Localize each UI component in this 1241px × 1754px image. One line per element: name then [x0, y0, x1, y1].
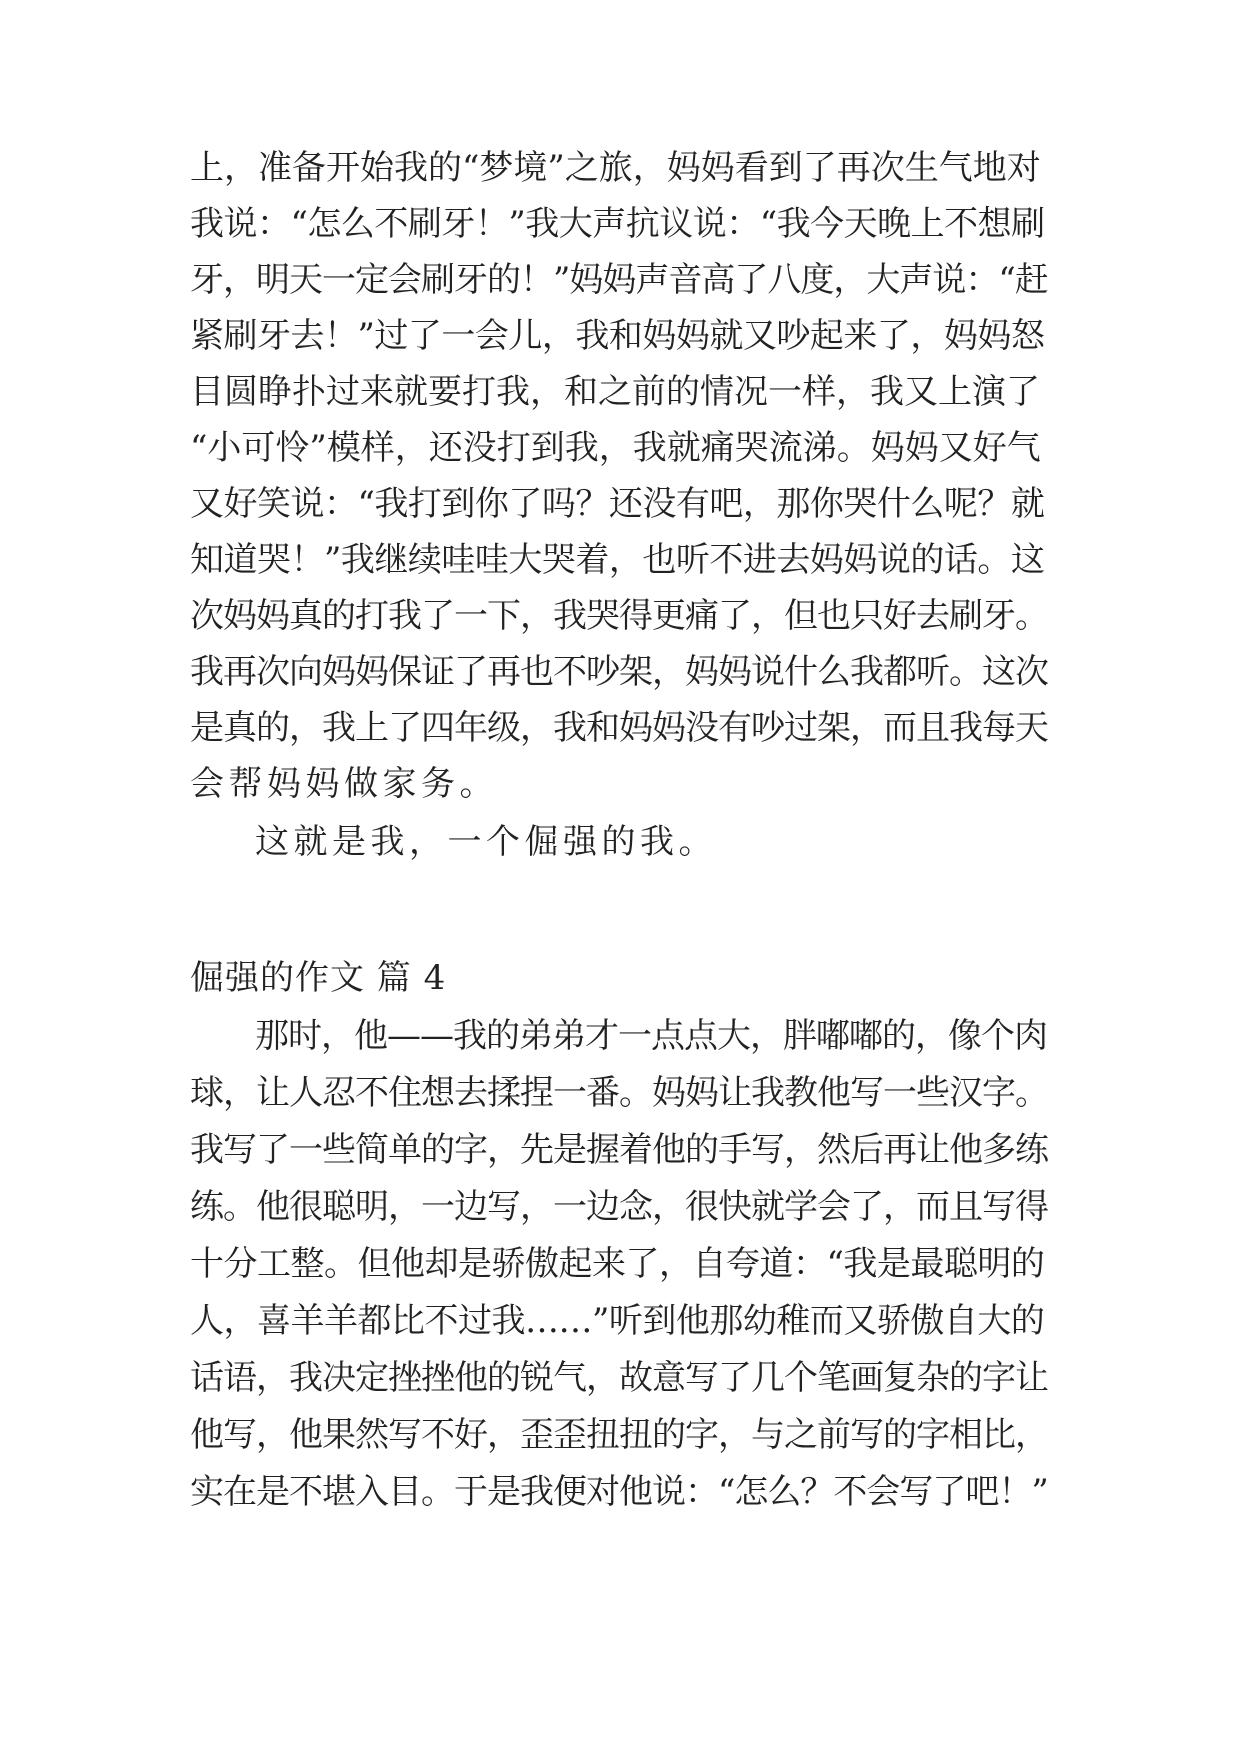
- paragraph-3-line: 球，让人忍不住想去揉捏一番。妈妈让我教他写一些汉字。: [190, 1073, 1048, 1113]
- paragraph-1-line: 牙，明天一定会刷牙的！”妈妈声音高了八度，大声说：“赶: [190, 260, 1048, 300]
- paragraph-3-line: 话语，我决定挫挫他的锐气，故意写了几个笔画复杂的字让: [190, 1358, 1048, 1398]
- paragraph-3-line: 实在是不堪入目。于是我便对他说：“怎么？不会写了吧！”: [190, 1472, 1048, 1512]
- paragraph-2: 这就是我，一个倔强的我。: [255, 822, 717, 862]
- paragraph-3-line: 那时，他——我的弟弟才一点点大，胖嘟嘟的，像个肉: [255, 1016, 1047, 1056]
- paragraph-1-line: “小可怜”模样，还没打到我，我就痛哭流涕。妈妈又好气: [190, 428, 1041, 468]
- paragraph-1-line: 我再次向妈妈保证了再也不吵架，妈妈说什么我都听。这次: [190, 652, 1048, 692]
- paragraph-3-line: 他写，他果然写不好，歪歪扭扭的字，与之前写的字相比，: [190, 1415, 1048, 1455]
- paragraph-1-line: 我说：“怎么不刷牙！”我大声抗议说：“我今天晚上不想刷: [190, 204, 1045, 244]
- paragraph-1-line: 知道哭！”我继续哇哇大哭着，也听不进去妈妈说的话。这: [190, 540, 1045, 580]
- paragraph-1-line: 紧刷牙去！”过了一会儿，我和妈妈就又吵起来了，妈妈怒: [190, 316, 1045, 356]
- paragraph-3-line: 练。他很聪明，一边写，一边念，很快就学会了，而且写得: [190, 1187, 1048, 1227]
- section-heading: 倔强的作文 篇 4: [190, 958, 447, 998]
- paragraph-1-line: 上，准备开始我的“梦境”之旅，妈妈看到了再次生气地对: [190, 148, 1041, 188]
- paragraph-1-line: 会帮妈妈做家务。: [190, 764, 498, 804]
- paragraph-1-line: 目圆睁扑过来就要打我，和之前的情况一样，我又上演了: [190, 372, 1040, 412]
- paragraph-3-line: 十分工整。但他却是骄傲起来了，自夸道：“我是最聪明的: [190, 1244, 1045, 1284]
- paragraph-3-line: 人，喜羊羊都比不过我……”听到他那幼稚而又骄傲自大的: [190, 1301, 1045, 1341]
- paragraph-3-line: 我写了一些简单的字，先是握着他的手写，然后再让他多练: [190, 1130, 1048, 1170]
- paragraph-1-line: 是真的，我上了四年级，我和妈妈没有吵过架，而且我每天: [190, 708, 1048, 748]
- paragraph-1-line: 又好笑说：“我打到你了吗？还没有吧，那你哭什么呢？就: [190, 484, 1045, 524]
- paragraph-1-line: 次妈妈真的打我了一下，我哭得更痛了，但也只好去刷牙。: [190, 596, 1048, 636]
